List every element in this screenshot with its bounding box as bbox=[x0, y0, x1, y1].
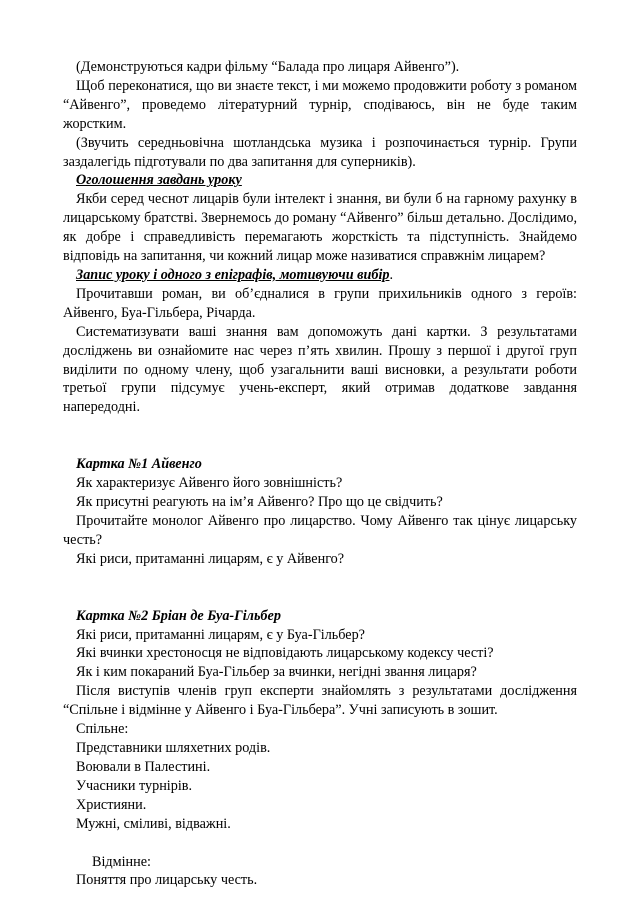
common-item-3: Учасники турнірів. bbox=[76, 777, 193, 794]
heading-epigraph-line bbox=[63, 266, 577, 285]
heading-tasks: Оголошення завдань уроку bbox=[76, 172, 242, 189]
paragraph-experts: Після виступів членів груп експерти знайомлять з результатами дослідження “Спільне і відмінне у Айвенго і Буа-Гільбера”. Учні записують в зошит. bbox=[63, 683, 577, 719]
spacer bbox=[63, 834, 577, 853]
diff-item-1: Поняття про лицарську честь. bbox=[76, 872, 258, 889]
paragraph-virtues: Якби серед чеснот лицарів були інтелект і знання, ви були б на гарному рахунку в лицарському братстві. Звернемось до роману “Айвенго” більш детально. Дослідимо, як добре і справедливість перемагають жорсткість та підступність. Знайдемо відповідь на запитання, чи кожний лицар може називатися справжнім лицарем? bbox=[63, 191, 577, 265]
spacer bbox=[63, 417, 577, 455]
document-page bbox=[63, 58, 577, 890]
card1-question-1: Як характеризує Айвенго його зовнішність? bbox=[76, 475, 343, 492]
card1-title: Картка №1 Айвенго bbox=[76, 456, 202, 473]
paragraph-tournament: Щоб переконатися, що ви знаєте текст, і ми можемо продовжити роботу з романом “Айвенго”, проведемо літературний турнір, сподіваюсь, він не буде таким жорстким. bbox=[63, 77, 577, 132]
diff-label: Відмінне: bbox=[92, 853, 151, 870]
paragraph-groups: Прочитавши роман, ви об’єдналися в групи прихильників одного з героїв: Айвенго, Буа-Гільбера, Річарда. bbox=[63, 285, 577, 321]
card2-question-1: Які риси, притаманні лицарям, є у Буа-Гільбер? bbox=[76, 626, 365, 643]
card1-question-3: Прочитайте монолог Айвенго про лицарство. Чому Айвенго так цінує лицарську честь? bbox=[63, 512, 577, 548]
card2-question-2: Які вчинки хрестоносця не відповідають лицарському кодексу честі? bbox=[76, 645, 494, 662]
spacer bbox=[63, 569, 577, 607]
card2-question-3: Як і ким покараний Буа-Гільбер за вчинки, негідні звання лицаря? bbox=[76, 664, 477, 681]
paragraph-music: (Звучить середньовічна шотландська музика і розпочинається турнір. Групи заздалегідь підготували по два запитання для суперників). bbox=[63, 134, 577, 170]
heading-epigraph-tail: . bbox=[389, 266, 394, 283]
common-item-2: Воювали в Палестині. bbox=[76, 758, 211, 775]
paragraph-film: (Демонструються кадри фільму “Балада про лицаря Айвенго”). bbox=[76, 59, 460, 75]
card1-question-4: Які риси, притаманні лицарям, є у Айвенго? bbox=[76, 550, 345, 567]
common-item-1: Представники шляхетних родів. bbox=[76, 740, 271, 756]
paragraph-cards: Систематизувати ваші знання вам допоможуть дані картки. З результатами досліджень ви ознайомите нас через п’ять хвилин. Прошу з першої і другої груп виділити по одному члену, щоб узагальнити ваші висновки, а результати роботи третьої групи підсумує учень-експерт, який отримав додаткове завдання напередодні. bbox=[63, 323, 577, 416]
common-label: Спільне: bbox=[76, 721, 129, 738]
common-item-4: Християни. bbox=[76, 796, 147, 813]
common-item-5: Мужні, сміливі, відважні. bbox=[76, 815, 231, 832]
heading-epigraph: Запис уроку і одного з епіграфів, мотивуючи вибір bbox=[76, 266, 390, 283]
card2-title: Картка №2 Бріан де Буа-Гільбер bbox=[76, 607, 281, 624]
card1-question-2: Як присутні реагують на ім’я Айвенго? Про що це свідчить? bbox=[76, 494, 443, 511]
